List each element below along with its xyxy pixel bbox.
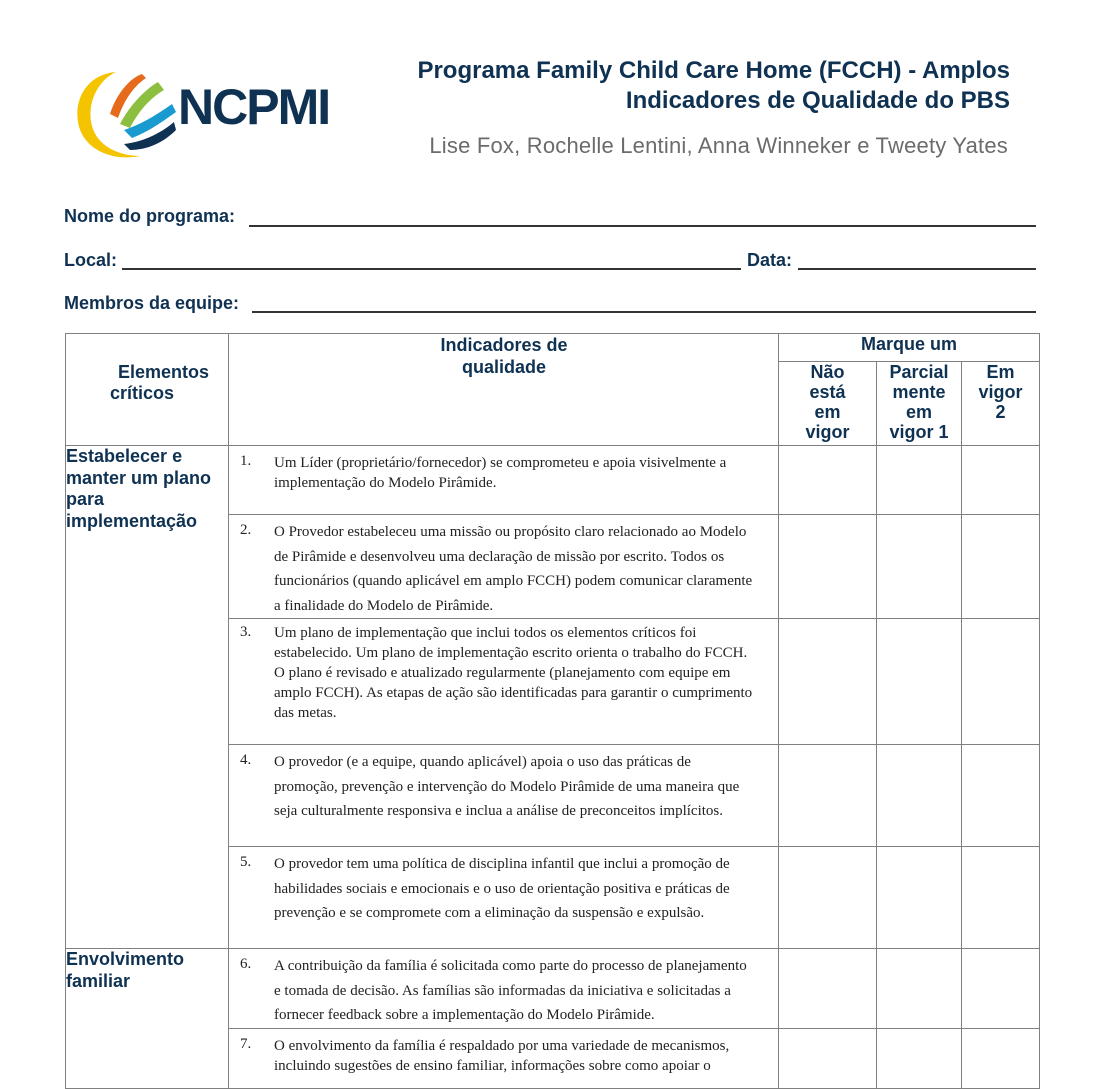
program-name-field[interactable] [249, 225, 1036, 227]
indicator-row-1: 1. Um Líder (proprietário/fornecedor) se comprometeu e apoia visivelmente a implementação do Modelo Pirâmide. [229, 446, 779, 515]
title-line-1: Programa Family Child Care Home (FCCH) - Amplos [417, 57, 1010, 84]
ncpmi-logo [72, 64, 330, 164]
checkbox-in-place-6[interactable] [962, 949, 1040, 1029]
local-label: Local: [64, 250, 118, 270]
swirl-logo-icon [72, 64, 177, 164]
header-critical-elements: Elementos críticos [66, 334, 229, 446]
checkbox-in-place-5[interactable] [962, 847, 1040, 949]
indicator-row-3: 3. Um plano de implementação que inclui todos os elementos críticos foi estabelecido. Um plano de implementação escrito orienta o trabalho do FCCH. O plano é revisado e atualizado regularmente (planejamento com equipe em amplo FCCH). As etapas de ação são identificadas para garantir o cumprimento das metas. [229, 619, 779, 745]
title-line-2: Indicadores de Qualidade do PBS [625, 87, 1010, 114]
checkbox-partial-7[interactable] [877, 1028, 962, 1088]
logo-wordmark: NCPMI [178, 79, 330, 135]
local-field[interactable] [122, 268, 741, 270]
checkbox-partial-1[interactable] [877, 446, 962, 515]
indicator-row-7: 7. O envolvimento da família é respaldado por uma variedade de mecanismos, incluindo sugestões de ensino familiar, informações sobre como apoiar o [229, 1028, 779, 1088]
authors: Lise Fox, Rochelle Lentini, Anna Winneker e Tweety Yates [429, 133, 1008, 158]
indicator-row-4: 4. O provedor (e a equipe, quando aplicável) apoia o uso das práticas de promoção, prevenção e intervenção do Modelo Pirâmide de uma maneira que seja culturalmente responsiva e inclua a análise de preconceitos implícitos. [229, 745, 779, 847]
checkbox-partial-5[interactable] [877, 847, 962, 949]
indicator-row-6: 6. A contribuição da família é solicitada como parte do processo de planejamento e tomada de decisão. As famílias são informadas da iniciativa e solicitadas a fornecer feedback sobre a implementação do Modelo Pirâmide. [229, 949, 779, 1029]
program-name-label: Nome do programa: [64, 206, 236, 226]
checkbox-in-place-7[interactable] [962, 1028, 1040, 1088]
header-quality-indicators: Indicadores de qualidade [229, 334, 779, 446]
checkbox-not-in-place-5[interactable] [779, 847, 877, 949]
checkbox-not-in-place-4[interactable] [779, 745, 877, 847]
header-mark-one: Marque um [779, 334, 1040, 362]
document-title [417, 56, 1010, 116]
team-members-field[interactable] [252, 311, 1036, 313]
checkbox-partial-2[interactable] [877, 515, 962, 619]
indicator-row-2: 2. O Provedor estabeleceu uma missão ou propósito claro relacionado ao Modelo de Pirâmide e desenvolveu uma declaração de missão por escrito. Todos os funcionários (quando aplicável em amplo FCCH) podem comunicar claramente a finalidade do Modelo de Pirâmide. [229, 515, 779, 619]
section-family-engagement: Envolvimento familiar [66, 949, 229, 1089]
checkbox-partial-3[interactable] [877, 619, 962, 745]
checkbox-partial-4[interactable] [877, 745, 962, 847]
checkbox-not-in-place-6[interactable] [779, 949, 877, 1029]
indicator-row-5: 5. O provedor tem uma política de disciplina infantil que inclui a promoção de habilidades sociais e emocionais e o uso de orientação positiva e práticas de prevenção e se compromete com a eliminação da suspensão e expulsão. [229, 847, 779, 949]
checkbox-in-place-4[interactable] [962, 745, 1040, 847]
header-in-place: Em vigor 2 [962, 362, 1040, 446]
checkbox-not-in-place-1[interactable] [779, 446, 877, 515]
section-implementation-plan: Estabelecer e manter um plano para implementação [66, 446, 229, 949]
checkbox-in-place-3[interactable] [962, 619, 1040, 745]
quality-indicators-table [65, 333, 1040, 1089]
checkbox-partial-6[interactable] [877, 949, 962, 1029]
checkbox-not-in-place-3[interactable] [779, 619, 877, 745]
date-field[interactable] [798, 268, 1036, 270]
checkbox-in-place-2[interactable] [962, 515, 1040, 619]
header-not-in-place: Não está em vigor [779, 362, 877, 446]
date-label: Data: [747, 250, 793, 270]
header-partially-in-place: Parcial mente em vigor 1 [877, 362, 962, 446]
checkbox-not-in-place-7[interactable] [779, 1028, 877, 1088]
checkbox-not-in-place-2[interactable] [779, 515, 877, 619]
team-members-label: Membros da equipe: [64, 293, 240, 313]
checkbox-in-place-1[interactable] [962, 446, 1040, 515]
